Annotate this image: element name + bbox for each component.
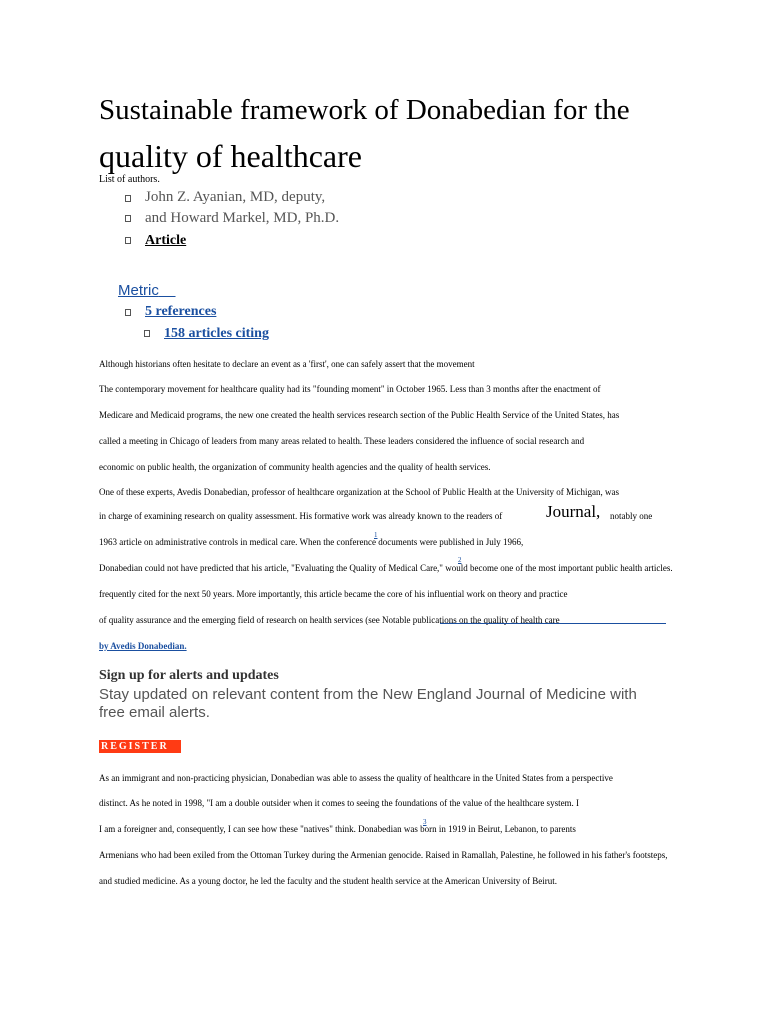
citing-link[interactable] [164, 326, 269, 342]
metric-link[interactable] [118, 282, 176, 299]
paragraph-line: I am a foreigner and, consequently, I can see how these "natives" think. Donabedian was born in 1919 in Beirut, Lebanon, to parents [99, 824, 576, 834]
signup-text-2: free email alerts. [99, 704, 210, 721]
paragraph-line: in charge of examining research on quality assessment. His formative work was already known to the readers of [99, 511, 503, 521]
paragraph-line: The contemporary movement for healthcare quality had its "founding moment" in October 1965. Less than 3 months after the enactment of [99, 384, 601, 394]
paragraph-line: called a meeting in Chicago of leaders from many areas related to health. These leaders considered the influence of social research and [99, 436, 585, 446]
register-button[interactable]: REGISTER [99, 740, 181, 753]
signup-heading: Sign up for alerts and updates [99, 668, 279, 683]
paragraph-line: distinct. As he noted in 1998, "I am a double outsider when it comes to seeing the foundations of the value of the healthcare system. I [99, 798, 580, 808]
page-title-line2: quality of healthcare [99, 138, 362, 174]
article-link[interactable]: Article [145, 233, 187, 248]
by-donabedian-link[interactable]: by Avedis Donabedian. [99, 641, 187, 651]
metric-label: Metric [118, 282, 159, 299]
page-title-line1: Sustainable framework of Donabedian for the [99, 94, 630, 126]
paragraph-line: notably one [610, 511, 653, 521]
citing-count: 158 [164, 326, 185, 341]
paragraph-line: One of these experts, Avedis Donabedian, professor of healthcare organization at the School of Public Health at the University of Michigan, was [99, 487, 620, 497]
paragraph-line: 1963 article on administrative controls in medical care. When the conference documents were published in July 1966, [99, 537, 524, 547]
paragraph-line: Medicare and Medicaid programs, the new one created the health services research section of the Public Health Service of the United States, has [99, 410, 620, 420]
paragraph-line: Although historians often hesitate to declare an event as a 'first', one can safely assert that the movement [99, 359, 475, 369]
journal-word: Journal, [546, 502, 601, 521]
paragraph-line: Armenians who had been exiled from the Ottoman Turkey during the Armenian genocide. Raised in Ramallah, Palestine, he followed in his father's footsteps, [99, 850, 668, 860]
ref-mark[interactable]: 3 [423, 818, 427, 826]
references-label: references [152, 304, 217, 319]
citing-label: articles citing [185, 326, 269, 341]
ref-mark[interactable]: 1 [374, 531, 378, 539]
paragraph-line: and studied medicine. As a young doctor, he led the faculty and the student health service at the American University of Beirut. [99, 876, 558, 886]
paragraph-line: frequently cited for the next 50 years. More importantly, this article became the core of his influential work on theory and practice [99, 589, 568, 599]
bullet-icon [125, 237, 131, 244]
paragraph-line: of quality assurance and the emerging field of research on health services (see Notable publications on the quality of health care [99, 615, 560, 625]
bullet-icon [144, 330, 150, 337]
bullet-icon [125, 195, 131, 202]
references-count: 5 [145, 304, 152, 319]
paragraph-line: Donabedian could not have predicted that his article, "Evaluating the Quality of Medical Care," would become one of the most important public health articles. [99, 563, 673, 573]
signup-text-1: Stay updated on relevant content from the New England Journal of Medicine with [99, 686, 637, 703]
ref-mark[interactable]: 2 [458, 556, 462, 564]
authors-label: List of authors. [99, 174, 160, 185]
author-2[interactable]: and Howard Markel, MD, Ph.D. [145, 210, 340, 226]
bullet-icon [125, 215, 131, 222]
paragraph-line: As an immigrant and non-practicing physician, Donabedian was able to assess the quality of healthcare in the United States from a perspective [99, 773, 613, 783]
publications-link-underline[interactable] [440, 623, 666, 624]
author-1[interactable]: John Z. Ayanian, MD, deputy, [145, 189, 326, 205]
references-link[interactable] [145, 304, 216, 320]
paragraph-line: economic on public health, the organization of community health agencies and the quality of health services. [99, 462, 491, 472]
bullet-icon [125, 309, 131, 316]
